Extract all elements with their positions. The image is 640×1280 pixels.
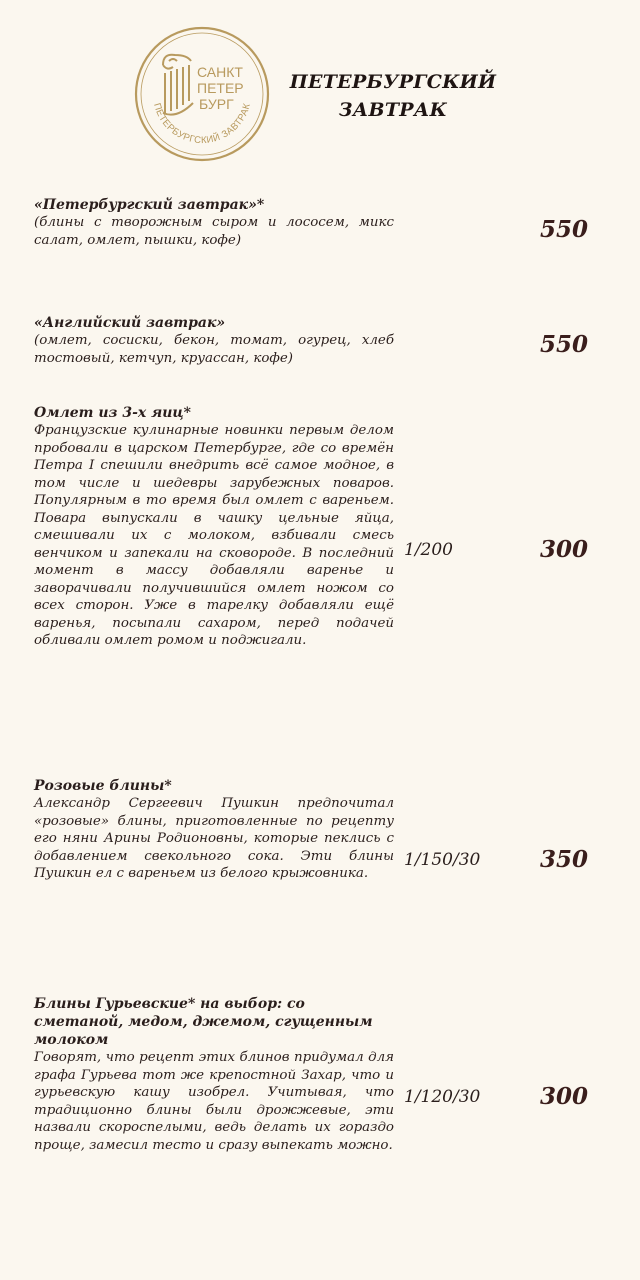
menu-item-petersburg-breakfast [34, 196, 394, 249]
item-title: «Английский завтрак» [34, 315, 226, 331]
menu-item-pink-pancakes [34, 777, 394, 883]
item-price: 550 [540, 216, 589, 243]
item-description: (блины с творожным сыром и лососем, микс салат, омлет, пышки, кофе) [34, 215, 394, 248]
page-title-line-2: ЗАВТРАК [338, 99, 448, 121]
item-price: 350 [540, 846, 589, 873]
svg-text:ПЕТЕРБУРГСКИЙ ЗАВТРАК: ПЕТЕРБУРГСКИЙ ЗАВТРАК [151, 101, 253, 147]
item-price: 300 [540, 1083, 589, 1110]
item-title: «Петербургский завтрак»* [34, 197, 265, 213]
item-weight: 1/200 [404, 540, 453, 560]
svg-text:САНКТ: САНКТ [197, 64, 243, 80]
logo-emblem [133, 25, 271, 163]
item-description: Французские кулинарные новинки первым делом пробовали в царском Петербурге, где со времён Петра I спешили внедрить всё самое модное, в том числе и шедевры зарубежных поваров. Популярным в то время был омлет с вареньем. Повара выпускали в чашку цельные яйца, смешивали их с молоком, взбивали смесь венчиком и запекали на сковороде. В последний момент в массу добавляли варенье и заворачивали получившийся омлет ножом со всех сторон. Уже в тарелку добавляли ещё варенья, посыпали сахаром, перед подачей обливали омлет ромом и поджигали. [34, 423, 394, 648]
item-weight: 1/150/30 [404, 850, 481, 870]
page-title [278, 68, 508, 124]
menu-item-english-breakfast [34, 314, 394, 367]
item-title: Блины Гурьевские* на выбор: со сметаной, медом, джемом, сгущенным молоком [34, 996, 373, 1048]
item-price: 550 [540, 331, 589, 358]
item-title: Розовые блины* [34, 778, 172, 794]
item-title: Омлет из 3-х яиц* [34, 405, 191, 421]
item-weight: 1/120/30 [404, 1087, 481, 1107]
column-icon [163, 55, 193, 115]
menu-item-guryev-pancakes [34, 995, 394, 1154]
item-price: 300 [540, 536, 589, 563]
item-description: Говорят, что рецепт этих блинов придумал для графа Гурьева тот же крепостной Захар, что и гурьевскую кашу изобрел. Учитывая, что традиционно блины были дрожжевые, эти назвали скороспелыми, ведь делать их гораздо проще, замесил тесто и сразу выпекать можно. [34, 1050, 394, 1153]
menu-item-omelet [34, 404, 394, 650]
svg-text:БУРГ: БУРГ [199, 96, 234, 112]
logo [133, 25, 271, 163]
svg-text:ПЕТЕР: ПЕТЕР [197, 80, 244, 96]
item-description: Александр Сергеевич Пушкин предпочитал «розовые» блины, приготовленные по рецепту его няни Арины Родионовны, которые пеклись с добавлением свекольного сока. Эти блины Пушкин ел с вареньем из белого крыжовника. [34, 796, 394, 881]
page-title-line-1: ПЕТЕРБУРГСКИЙ [289, 71, 497, 93]
item-description: (омлет, сосиски, бекон, томат, огурец, хлеб тостовый, кетчуп, круассан, кофе) [34, 333, 394, 366]
